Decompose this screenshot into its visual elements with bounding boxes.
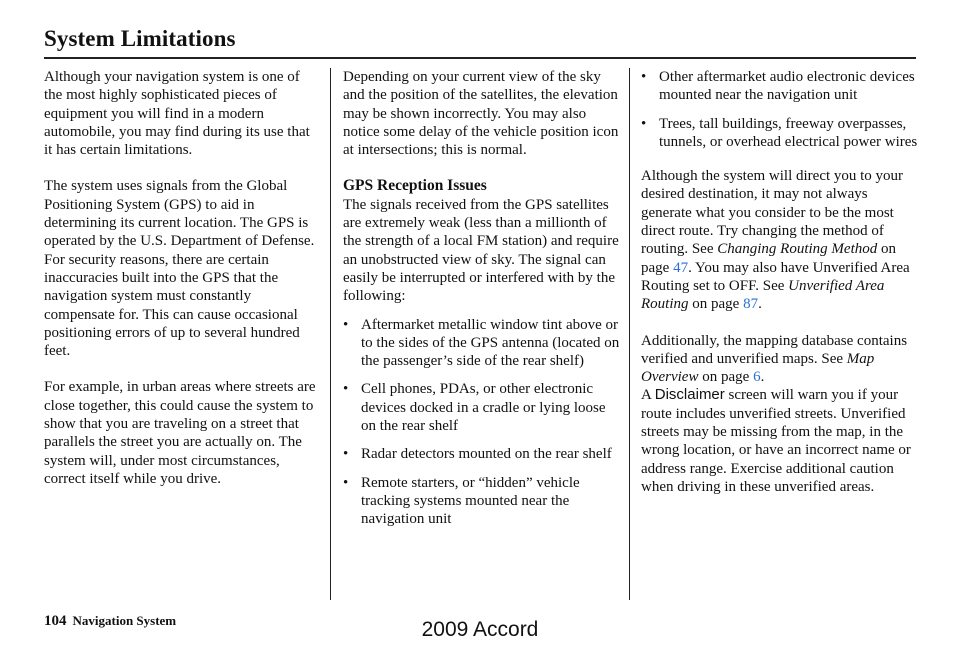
paragraph-disclaimer: A Disclaimer screen will warn you if your route includes unverified streets. Unverified streets may be missing from the map, in the wrong location, or have an incorrect name or address range. Exercise additional caution when driving in these unverified areas. <box>641 386 911 495</box>
paragraph-example: For example, in urban areas where streets are close together, this could cause the system to show that you are traveling on a street that parallels the street you are actually on. The system will, under most circumstances, correct itself while you drive. <box>44 379 316 487</box>
list-item: • Radar detectors mounted on the rear shelf <box>343 446 612 463</box>
list-item: • Other aftermarket audio electronic devices mounted near the navigation unit <box>641 69 915 104</box>
list-item: • Trees, tall buildings, freeway overpasses, tunnels, or overhead electrical power wires <box>641 115 918 150</box>
page-number: 104 <box>44 613 67 629</box>
column-3 <box>641 68 921 514</box>
bullet-icon: • <box>343 381 349 398</box>
interference-list <box>343 316 621 529</box>
paragraph-elevation: Depending on your current view of the sky and the position of the satellites, the elevation may be shown incorrectly. You may also notice some delay of the vehicle position icon at intersections; this is normal. <box>343 69 619 159</box>
section-heading-gps-reception: GPS Reception Issues <box>343 177 487 195</box>
bullet-icon: • <box>343 446 349 463</box>
list-item: • Aftermarket metallic window tint above or to the sides of the GPS antenna (located on the passenger’s side of the rear shelf) <box>343 316 620 370</box>
bullet-icon: • <box>641 69 647 85</box>
watermark: 2009 Accord <box>421 618 539 641</box>
page-link-47[interactable]: 47 <box>673 259 689 276</box>
list-item: • Cell phones, PDAs, or other electronic devices docked in a cradle or lying loose on the rear shelf <box>343 381 606 435</box>
bullet-icon: • <box>641 115 647 132</box>
disclaimer-term: Disclaimer <box>654 386 725 404</box>
bullet-icon: • <box>343 474 349 491</box>
page-link-6[interactable]: 6 <box>753 369 761 386</box>
page-link-87[interactable]: 87 <box>743 296 759 313</box>
page-title: System Limitations <box>44 26 236 51</box>
column-divider-1 <box>330 68 331 600</box>
footer-label: Navigation System <box>72 613 177 628</box>
ref-map-overview: Map Overview <box>641 350 875 386</box>
column-2 <box>343 68 621 539</box>
paragraph-signals: The signals received from the GPS satellites are extremely weak (less than a millionth of the strength of a local FM station) and require an unobstructed view of sky. The signal can easily be interrupted or interfered with by the following: <box>343 196 619 305</box>
title-rule <box>44 57 916 59</box>
column-1 <box>44 68 320 506</box>
column-divider-2 <box>629 68 630 600</box>
interference-list-continued <box>641 68 921 151</box>
ref-changing-routing-method: Changing Routing Method <box>717 241 878 258</box>
paragraph-intro: Although your navigation system is one of the most highly sophisticated pieces of equipment you will find in a modern automobile, you may find during its use that it has certain limitations. <box>44 69 310 159</box>
paragraph-database: Additionally, the mapping database contains verified and unverified maps. See Map Overview on page 6. <box>641 332 908 386</box>
paragraph-routing: Although the system will direct you to your desired destination, it may not always generate what you consider to be the most direct route. Try changing the method of routing. See Changing Routing Method on page 47. You may also have Unverified Area Routing set to OFF. See Unverified Area Routing on page 87. <box>641 168 910 313</box>
ref-unverified-area-routing: Unverified Area Routing <box>641 277 885 313</box>
paragraph-gps: The system uses signals from the Global Positioning System (GPS) to aid in determining its current location. The GPS is operated by the U.S. Department of Defense. For security reasons, there are certain inaccuracies built into the GPS that the navigation system must constantly compensate for. This can cause occasional positioning errors of up to several hundred feet. <box>44 178 315 360</box>
list-item: • Remote starters, or “hidden” vehicle tracking systems mounted near the navigation unit <box>343 474 580 528</box>
bullet-icon: • <box>343 316 349 333</box>
